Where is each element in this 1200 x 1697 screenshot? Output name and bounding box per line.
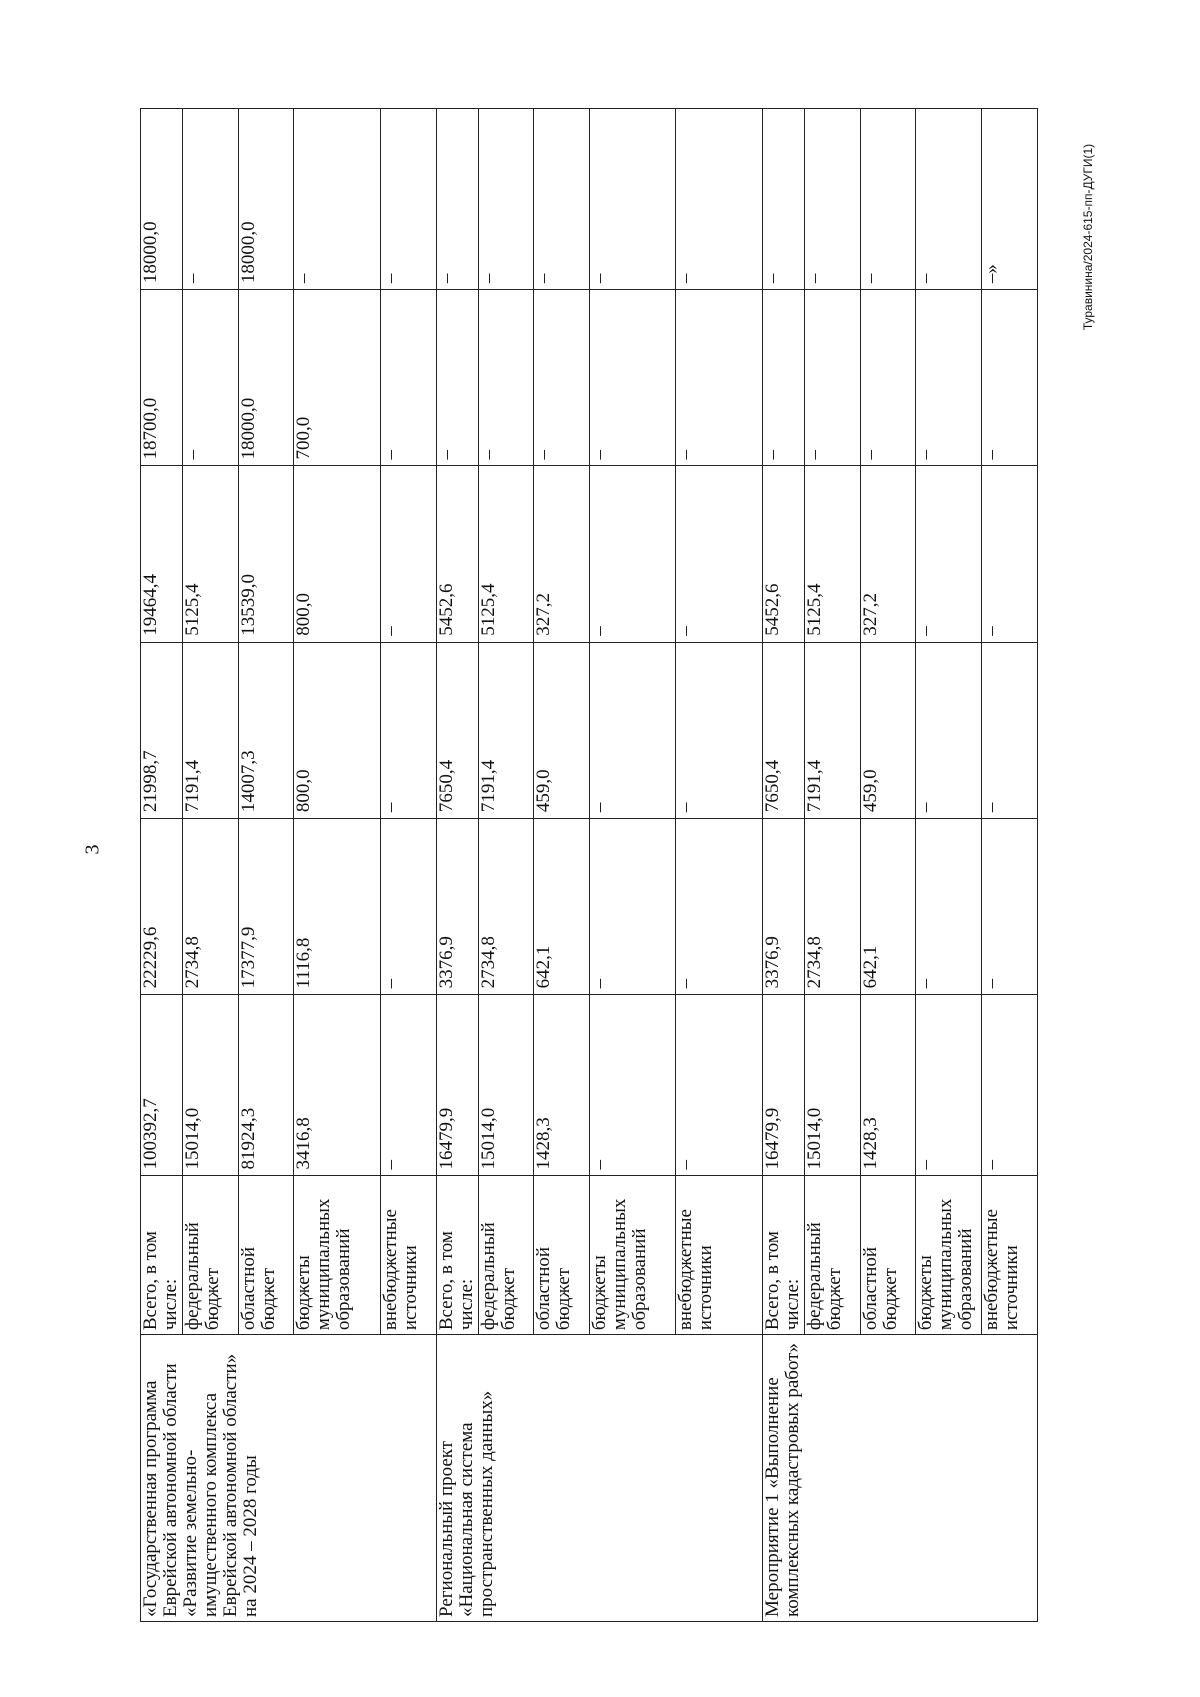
value-cell: 18000,0 [238, 290, 294, 466]
footer-code: Туравинина/2024-615-пп-ДУГИ(1) [1081, 143, 1095, 331]
value-cell: 18000,0 [141, 109, 183, 290]
value-cell: – [916, 819, 982, 995]
source-cell: Всего, в том числе: [762, 1176, 804, 1335]
value-cell: – [805, 290, 861, 466]
value-cell: – [916, 642, 982, 818]
value-cell: 18000,0 [238, 109, 294, 290]
source-cell: федеральный бюджет [805, 1176, 861, 1335]
activity-name-cell: Мероприятие 1 «Выполнение комплексных кадастровых работ» [762, 1335, 1037, 1622]
source-cell: федеральный бюджет [183, 1176, 239, 1335]
value-cell: – [589, 466, 676, 642]
value-cell: – [380, 290, 436, 466]
value-cell: 7650,4 [436, 642, 478, 818]
value-cell: – [589, 109, 676, 290]
source-cell: внебюджетные источники [676, 1176, 763, 1335]
value-cell: 17377,9 [238, 819, 294, 995]
value-cell: 14007,3 [238, 642, 294, 818]
table-row [141, 109, 183, 1622]
source-cell: Всего, в том числе: [141, 1176, 183, 1335]
value-cell: 7191,4 [805, 642, 861, 818]
value-cell: – [183, 109, 239, 290]
value-cell: – [676, 109, 763, 290]
value-cell: 642,1 [534, 819, 590, 995]
value-cell: 327,2 [534, 466, 590, 642]
page-number: 3 [81, 844, 104, 855]
value-cell: – [589, 995, 676, 1176]
source-cell: внебюджетные источники [982, 1176, 1038, 1335]
value-cell: – [676, 819, 763, 995]
project-name-cell: Региональный проект «Национальная система пространственных данных» [436, 1335, 762, 1622]
value-cell: 15014,0 [805, 995, 861, 1176]
source-cell: бюджеты муниципальных образований [589, 1176, 676, 1335]
value-cell: – [676, 466, 763, 642]
source-cell: Всего, в том числе: [436, 1176, 478, 1335]
value-cell: – [982, 819, 1038, 995]
table-row [436, 109, 478, 1622]
value-cell: – [805, 109, 861, 290]
source-cell: бюджеты муниципальных образований [916, 1176, 982, 1335]
value-cell: 81924,3 [238, 995, 294, 1176]
value-cell: 1428,3 [534, 995, 590, 1176]
value-cell: 2734,8 [805, 819, 861, 995]
value-cell: 7191,4 [478, 642, 534, 818]
value-cell: – [534, 109, 590, 290]
value-cell: – [478, 290, 534, 466]
value-cell: 800,0 [294, 466, 381, 642]
value-cell: – [860, 290, 916, 466]
value-cell: 15014,0 [478, 995, 534, 1176]
value-cell: 5452,6 [762, 466, 804, 642]
value-cell: – [860, 109, 916, 290]
value-cell: 5452,6 [436, 466, 478, 642]
funding-table [140, 108, 1038, 1622]
source-cell: бюджеты муниципальных образований [294, 1176, 381, 1335]
value-cell: 5125,4 [183, 466, 239, 642]
funding-table-container [140, 108, 1038, 1622]
value-cell: 7191,4 [183, 642, 239, 818]
value-cell: – [982, 290, 1038, 466]
source-cell: внебюджетные источники [380, 1176, 436, 1335]
value-cell: 13539,0 [238, 466, 294, 642]
value-cell: 3416,8 [294, 995, 381, 1176]
value-cell: 1116,8 [294, 819, 381, 995]
source-cell: областной бюджет [534, 1176, 590, 1335]
value-cell: 459,0 [534, 642, 590, 818]
value-cell: 327,2 [860, 466, 916, 642]
value-cell: – [183, 290, 239, 466]
value-cell: 100392,7 [141, 995, 183, 1176]
value-cell: 5125,4 [805, 466, 861, 642]
program-name-cell: «Государственная программа Еврейской автономной области «Развитие земельно-имущественного комплекса Еврейской автономной области» на 2024 – 2028 годы [141, 1335, 437, 1622]
source-cell: федеральный бюджет [478, 1176, 534, 1335]
value-cell: – [380, 109, 436, 290]
value-cell: 16479,9 [436, 995, 478, 1176]
value-cell: – [589, 290, 676, 466]
value-cell: 2734,8 [183, 819, 239, 995]
value-cell: – [676, 642, 763, 818]
value-cell: – [436, 290, 478, 466]
value-cell: – [436, 109, 478, 290]
value-cell: – [762, 109, 804, 290]
source-cell: областной бюджет [238, 1176, 294, 1335]
value-cell: – [478, 109, 534, 290]
value-cell: – [982, 466, 1038, 642]
value-cell: – [294, 109, 381, 290]
value-cell: – [916, 290, 982, 466]
value-cell: – [916, 995, 982, 1176]
value-cell: 22229,6 [141, 819, 183, 995]
value-cell: – [380, 995, 436, 1176]
value-cell: 18700,0 [141, 290, 183, 466]
value-cell: – [916, 466, 982, 642]
value-cell: 19464,4 [141, 466, 183, 642]
value-cell: – [589, 819, 676, 995]
value-cell: 16479,9 [762, 995, 804, 1176]
value-cell: – [676, 290, 763, 466]
value-cell: – [380, 642, 436, 818]
value-cell: 21998,7 [141, 642, 183, 818]
value-cell: – [916, 109, 982, 290]
value-cell: – [676, 995, 763, 1176]
value-cell: – [762, 290, 804, 466]
value-cell: 1428,3 [860, 995, 916, 1176]
value-cell: 7650,4 [762, 642, 804, 818]
value-cell: 2734,8 [478, 819, 534, 995]
value-cell: – [982, 995, 1038, 1176]
value-cell: 800,0 [294, 642, 381, 818]
value-cell: – [982, 642, 1038, 818]
table-row [762, 109, 804, 1622]
value-cell: 3376,9 [762, 819, 804, 995]
value-cell: 700,0 [294, 290, 381, 466]
value-cell: – [589, 642, 676, 818]
value-cell: – [380, 466, 436, 642]
value-cell: 5125,4 [478, 466, 534, 642]
value-cell: 642,1 [860, 819, 916, 995]
value-cell: – [380, 819, 436, 995]
value-cell: 15014,0 [183, 995, 239, 1176]
value-cell: –» [982, 109, 1038, 290]
value-cell: 459,0 [860, 642, 916, 818]
source-cell: областной бюджет [860, 1176, 916, 1335]
value-cell: – [534, 290, 590, 466]
value-cell: 3376,9 [436, 819, 478, 995]
